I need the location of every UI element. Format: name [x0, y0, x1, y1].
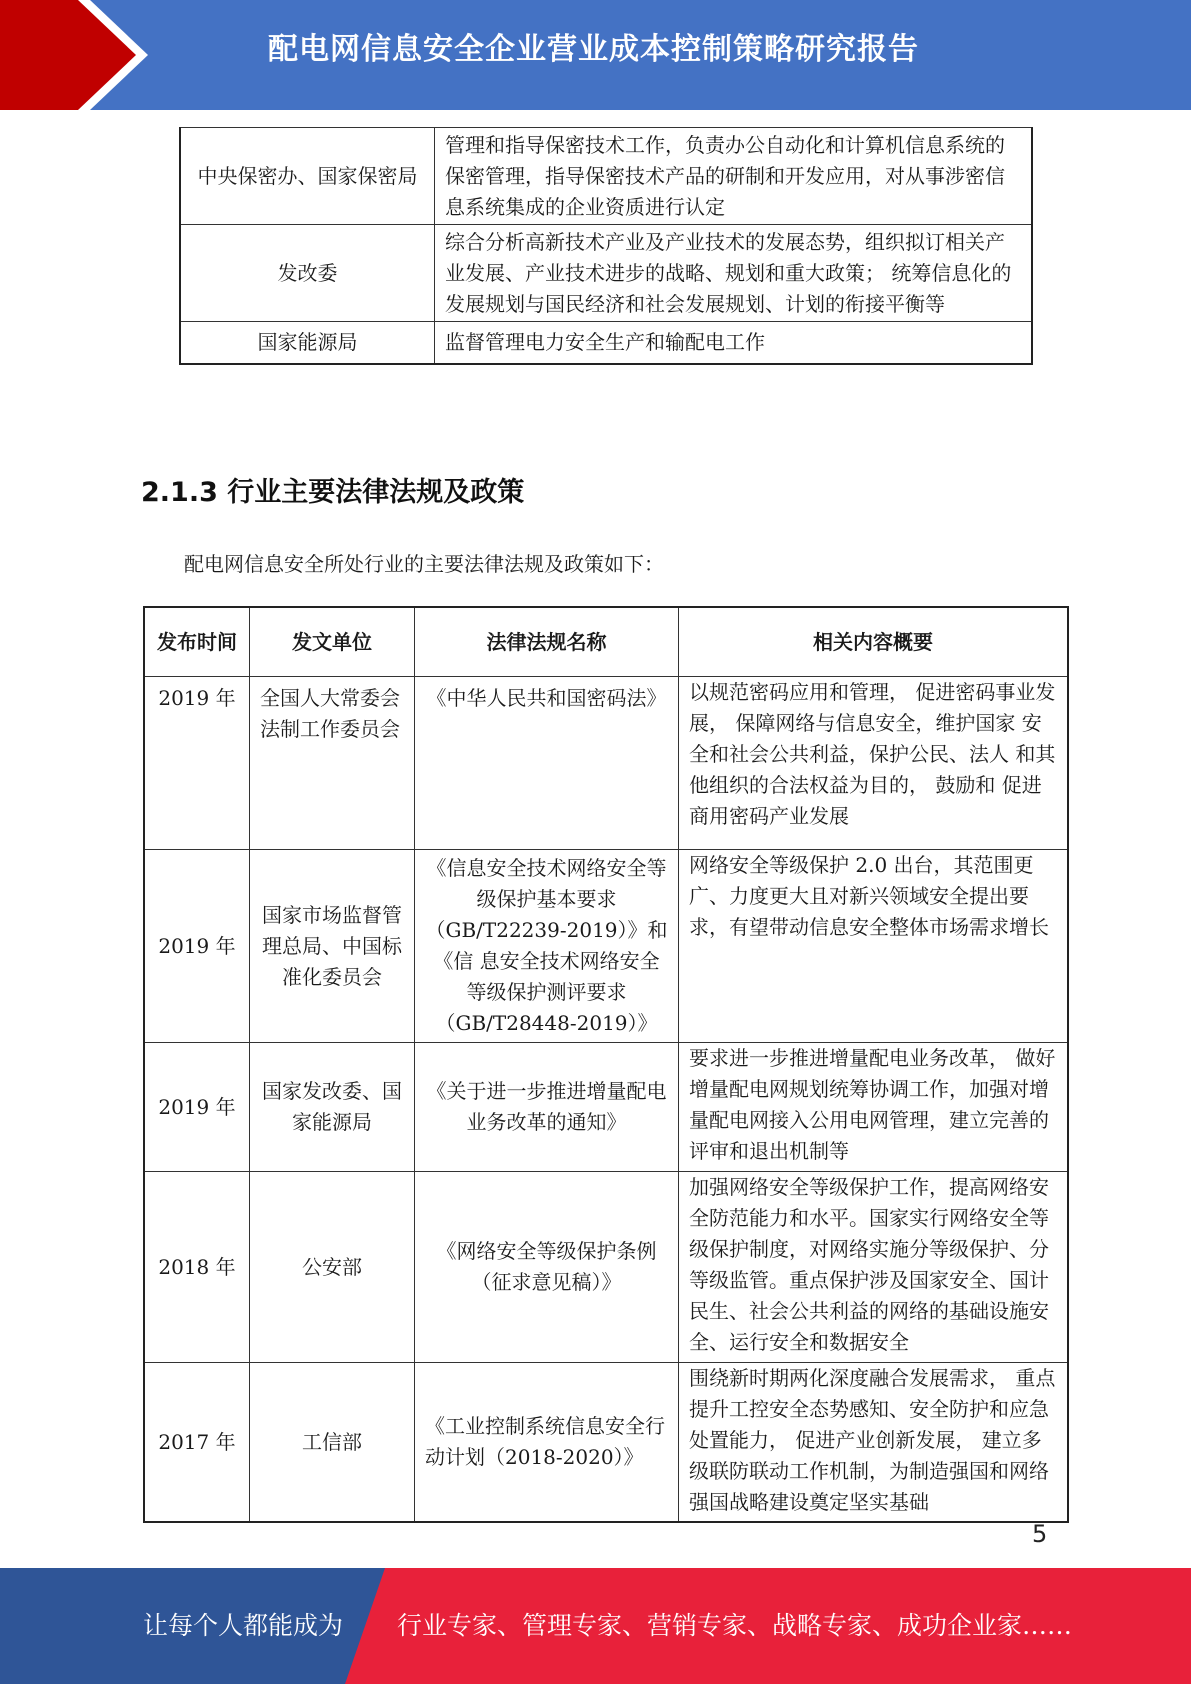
regulators-table — [179, 127, 1033, 365]
unit-cell: 国家能源局 — [180, 322, 435, 365]
summary-cell: 要求进一步推进增量配电业务改革， 做好增量配电网规划统筹协调工作，加强对增量配电网接入公用电网管理，建立完善的评审和退出机制等 — [679, 1043, 1069, 1172]
duty-cell: 综合分析高新技术产业及产业技术的发展态势，组织拟订相关产业发展、产业技术进步的战略、规划和重大政策； 统筹信息化的发展规划与国民经济和社会发展规划、计划的衔接平衡等 — [435, 225, 1033, 322]
header-org: 发文单位 — [250, 607, 415, 677]
page-number: 5 — [1032, 1520, 1048, 1548]
table-row — [144, 850, 1068, 1043]
year-cell: 2019 年 — [144, 677, 250, 850]
footer-slogan-left: 让每个人都能成为 — [143, 1611, 344, 1640]
year-cell: 2019 年 — [144, 1043, 250, 1172]
section-heading: 2.1.3 行业主要法律法规及政策 — [141, 477, 525, 508]
table-row — [144, 1043, 1068, 1172]
law-cell: 《信息安全技术网络安全等级保护基本要求（GB/T22239-2019）》和《信 息安全技术网络安全等级保护测评要求（GB/T28448-2019）》 — [415, 850, 679, 1043]
table-row — [144, 1363, 1068, 1523]
laws-table — [143, 606, 1069, 1523]
org-cell: 工信部 — [250, 1363, 415, 1523]
org-cell: 公安部 — [250, 1172, 415, 1363]
summary-cell: 网络安全等级保护 2.0 出台，其范围更广、力度更大且对新兴领域安全提出要求，有望带动信息安全整体市场需求增长 — [679, 850, 1069, 1043]
table-row — [144, 677, 1068, 850]
summary-cell: 以规范密码应用和管理， 促进密码事业发展， 保障网络与信息安全，维护国家 安全和社会公共利益，保护公民、法人 和其他组织的合法权益为目的， 鼓励和 促进商用密码产业发展 — [679, 677, 1069, 850]
year-cell: 2018 年 — [144, 1172, 250, 1363]
summary-cell: 围绕新时期两化深度融合发展需求， 重点提升工控安全态势感知、安全防护和应急处置能力， 促进产业创新发展， 建立多级联防联动工作机制，为制造强国和网络强国战略建设奠定坚实基础 — [679, 1363, 1069, 1523]
header-law: 法律法规名称 — [415, 607, 679, 677]
section-intro: 配电网信息安全所处行业的主要法律法规及政策如下： — [184, 552, 664, 576]
table-row — [180, 128, 1032, 225]
duty-cell: 监督管理电力安全生产和输配电工作 — [435, 322, 1033, 365]
duty-cell: 管理和指导保密技术工作，负责办公自动化和计算机信息系统的保密管理，指导保密技术产品的研制和开发应用，对从事涉密信息系统集成的企业资质进行认定 — [435, 128, 1033, 225]
header-year: 发布时间 — [144, 607, 250, 677]
footer-banner — [0, 1568, 1191, 1684]
law-cell: 《关于进一步推进增量配电业务改革的通知》 — [415, 1043, 679, 1172]
report-title: 配电网信息安全企业营业成本控制策略研究报告 — [268, 32, 919, 67]
org-cell: 国家市场监督管理总局、中国标准化委员会 — [250, 850, 415, 1043]
table-header-row — [144, 607, 1068, 677]
year-cell: 2019 年 — [144, 850, 250, 1043]
table-row — [180, 322, 1032, 365]
footer-slogan-right: 行业专家、管理专家、营销专家、战略专家、成功企业家…… — [397, 1611, 1073, 1640]
law-cell: 《中华人民共和国密码法》 — [415, 677, 679, 850]
table-row — [180, 225, 1032, 322]
org-cell: 国家发改委、国家能源局 — [250, 1043, 415, 1172]
year-cell: 2017 年 — [144, 1363, 250, 1523]
org-cell: 全国人大常委会法制工作委员会 — [250, 677, 415, 850]
law-cell: 《网络安全等级保护条例（征求意见稿）》 — [415, 1172, 679, 1363]
header-summary: 相关内容概要 — [679, 607, 1069, 677]
unit-cell: 中央保密办、国家保密局 — [180, 128, 435, 225]
summary-cell: 加强网络安全等级保护工作，提高网络安全防范能力和水平。国家实行网络安全等级保护制度，对网络实施分等级保护、分等级监管。重点保护涉及国家安全、国计民生、社会公共利益的网络的基础设施安全、运行安全和数据安全 — [679, 1172, 1069, 1363]
header-arrow-icon — [0, 0, 160, 110]
table-row — [144, 1172, 1068, 1363]
unit-cell: 发改委 — [180, 225, 435, 322]
header-banner — [0, 0, 1191, 110]
law-cell: 《工业控制系统信息安全行动计划（2018-2020）》 — [415, 1363, 679, 1523]
